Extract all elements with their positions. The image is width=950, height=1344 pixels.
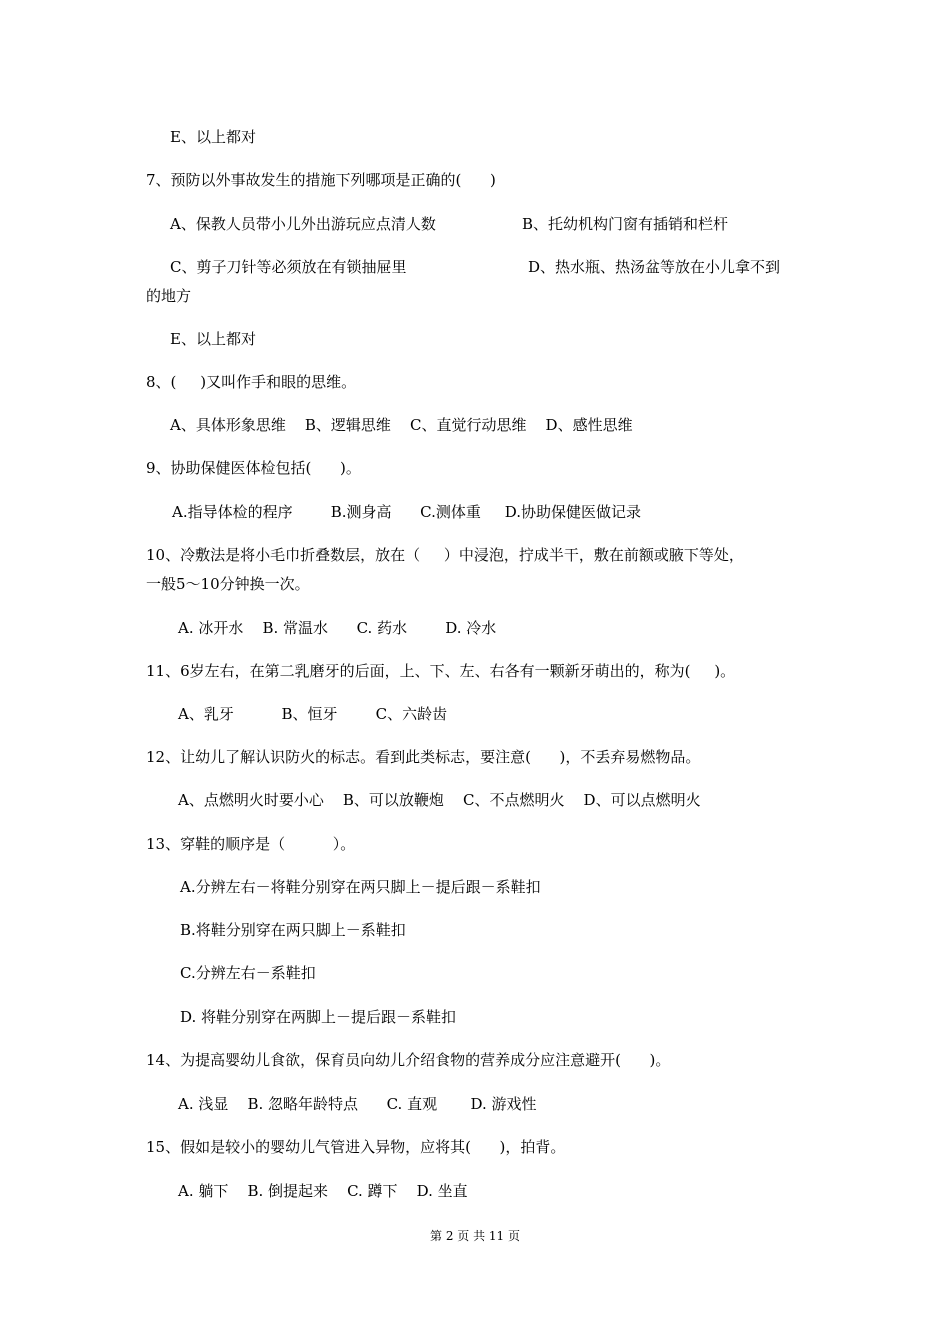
q7-option-a: A、保教人员带小儿外出游玩应点清人数	[170, 215, 436, 233]
q10-stem-line2: 一般5～10分钟换一次。	[146, 575, 310, 593]
q6-option-e: E、以上都对	[170, 128, 256, 146]
q7-stem: 7、预防以外事故发生的措施下列哪项是正确的( )	[146, 171, 496, 189]
q7-option-d: D、热水瓶、热汤盆等放在小儿拿不到	[528, 258, 781, 276]
q13-option-d: D. 将鞋分别穿在两脚上－提后跟－系鞋扣	[180, 1008, 457, 1026]
q14-stem: 14、为提高婴幼儿食欲，保育员向幼儿介绍食物的营养成分应注意避开( )。	[146, 1051, 671, 1069]
q15-options: A. 躺下 B. 倒提起来 C. 蹲下 D. 坐直	[178, 1182, 468, 1200]
q7-option-e: E、以上都对	[170, 330, 256, 348]
q8-stem: 8、( )又叫作手和眼的思维。	[146, 373, 357, 391]
q14-options: A. 浅显 B. 忽略年龄特点 C. 直观 D. 游戏性	[178, 1095, 537, 1113]
q15-stem: 15、假如是较小的婴幼儿气管进入异物，应将其( )，拍背。	[146, 1138, 566, 1156]
q11-stem: 11、6岁左右，在第二乳磨牙的后面，上、下、左、右各有一颗新牙萌出的，称为( )。	[146, 662, 736, 680]
q13-option-c: C.分辨左右－系鞋扣	[180, 964, 316, 982]
q13-option-a: A.分辨左右－将鞋分别穿在两只脚上－提后跟－系鞋扣	[180, 878, 541, 896]
q10-stem-line1: 10、冷敷法是将小毛巾折叠数层，放在（ ）中浸泡，拧成半干，敷在前额或腋下等处，	[146, 546, 744, 564]
page-number-footer: 第 2 页 共 11 页	[430, 1229, 520, 1243]
q13-option-b: B.将鞋分别穿在两只脚上－系鞋扣	[180, 921, 406, 939]
q9-stem: 9、协助保健医体检包括( )。	[146, 459, 361, 477]
q7-option-b: B、托幼机构门窗有插销和栏杆	[522, 215, 729, 233]
q13-stem: 13、穿鞋的顺序是（ ）。	[146, 835, 356, 853]
q7-option-d-continuation: 的地方	[146, 287, 192, 305]
q7-option-c: C、剪子刀针等必须放在有锁抽屉里	[170, 258, 407, 276]
q9-options: A.指导体检的程序 B.测身高 C.测体重 D.协助保健医做记录	[172, 503, 641, 521]
q8-options: A、具体形象思维 B、逻辑思维 C、直觉行动思维 D、感性思维	[170, 416, 633, 434]
q11-options: A、乳牙 B、恒牙 C、六龄齿	[178, 705, 448, 723]
q12-options: A、点燃明火时要小心 B、可以放鞭炮 C、不点燃明火 D、可以点燃明火	[178, 791, 701, 809]
q12-stem: 12、让幼儿了解认识防火的标志。看到此类标志，要注意( )，不丢弃易燃物品。	[146, 748, 701, 766]
q10-options: A. 冰开水 B. 常温水 C. 药水 D. 冷水	[178, 619, 497, 637]
